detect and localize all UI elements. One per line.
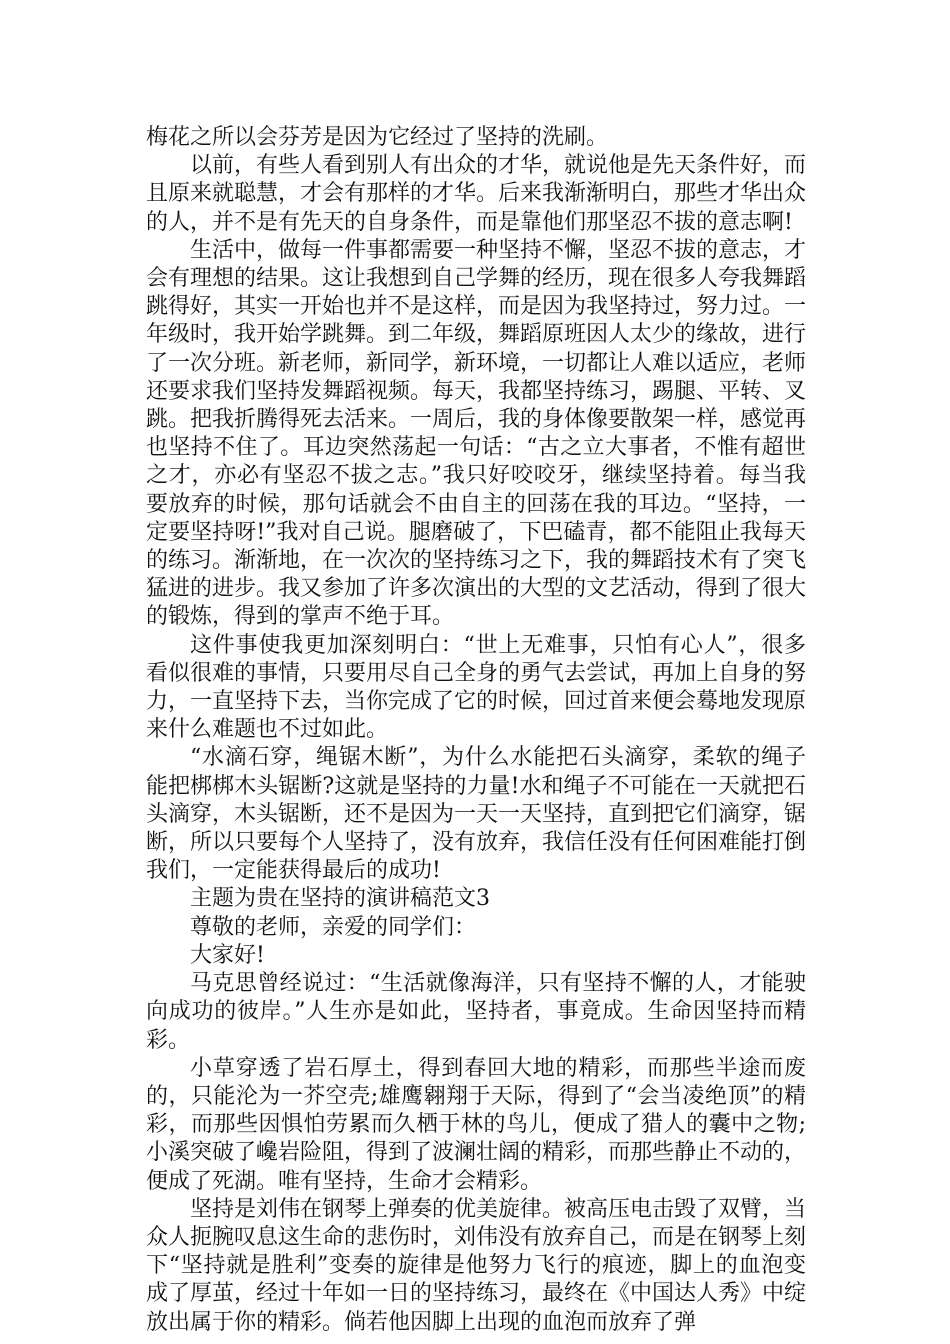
paragraph: 这件事使我更加深刻明白：“世上无难事，只怕有心人”，很多看似很难的事情，只要用尽自己全身的勇气去尝试，再加上自身的努力，一直坚持下去，当你完成了它的时候，回过首来便会蓦地发现原来什么难题也不过如此。	[146, 632, 807, 743]
paragraph: 小草穿透了岩石厚土，得到春回大地的精彩，而那些半途而废的，只能沦为一芥空壳;雄鹰翱翔于天际，得到了“会当凌绝顶”的精彩，而那些因惧怕劳累而久栖于林的鸟儿，便成了猎人的囊中之物;小溪突破了巉岩险阻，得到了波澜壮阔的精彩，而那些静止不动的，便成了死湖。唯有坚持，生命才会精彩。	[146, 1055, 807, 1194]
paragraph: 梅花之所以会芬芳是因为它经过了坚持的洗刷。	[146, 125, 609, 150]
paragraph: 以前，有些人看到别人有出众的才华，就说他是先天条件好，而且原来就聪慧，才会有那样的才华。后来我渐渐明白，那些才华出众的人，并不是有先天的自身条件，而是靠他们那坚忍不拔的意志啊!	[146, 153, 807, 235]
document-body	[146, 124, 806, 1337]
paragraph: 马克思曾经说过：“生活就像海洋，只有坚持不懈的人，才能驶向成功的彼岸。”人生亦是如此，坚持者，事竟成。生命因坚持而精彩。	[146, 971, 806, 1053]
paragraph: 生活中，做每一件事都需要一种坚持不懈，坚忍不拔的意志，才会有理想的结果。这让我想到自己学舞的经历，现在很多人夸我舞蹈跳得好，其实一开始也并不是这样，而是因为我坚持过，努力过。一年级时，我开始学跳舞。到二年级，舞蹈原班因人太少的缘故，进行了一次分班。新老师，新同学，新环境，一切都让人难以适应，老师还要求我们坚持发舞蹈视频。每天，我都坚持练习，踢腿、平转、叉跳。把我折腾得死去活来。一周后，我的身体像要散架一样，感觉再也坚持不住了。耳边突然荡起一句话：“古之立大事者，不惟有超世之才，亦必有坚忍不拔之志。”我只好咬咬牙，继续坚持着。每当我要放弃的时候，那句话就会不由自主的回荡在我的耳边。“坚持，一定要坚持呀!”我对自己说。腿磨破了，下巴磕青，都不能阻止我每天的练习。渐渐地，在一次次的坚持练习之下，我的舞蹈技术有了突飞猛进的进步。我又参加了许多次演出的大型的文艺活动，得到了很大的锻炼，得到的掌声不绝于耳。	[146, 237, 807, 630]
paragraph: 坚持是刘伟在钢琴上弹奏的优美旋律。被高压电击毁了双臂，当众人扼腕叹息这生命的悲伤时，刘伟没有放弃自己，而是在钢琴上刻下“坚持就是胜利”变奏的旋律是他努力飞行的痕迹，脚上的血泡变成了厚茧，经过十年如一日的坚持练习，最终在《中国达人秀》中绽放出属于你的精彩。倘若他因脚上出现的血泡而放弃了弹	[146, 1196, 807, 1335]
section-title: 主题为贵在坚持的演讲稿范文3	[190, 886, 490, 912]
salutation: 尊敬的老师，亲爱的同学们：	[190, 914, 477, 940]
paragraph: “水滴石穿，绳锯木断”，为什么水能把石头滴穿，柔软的绳子能把梆梆木头锯断?这就是坚持的力量!水和绳子不可能在一天就把石头滴穿，木头锯断，还不是因为一天一天坚持，直到把它们滴穿，锯断，所以只要每个人坚持了，没有放弃，我信任没有任何困难能打倒我们，一定能获得最后的成功!	[146, 745, 807, 884]
greeting: 大家好!	[190, 942, 265, 968]
